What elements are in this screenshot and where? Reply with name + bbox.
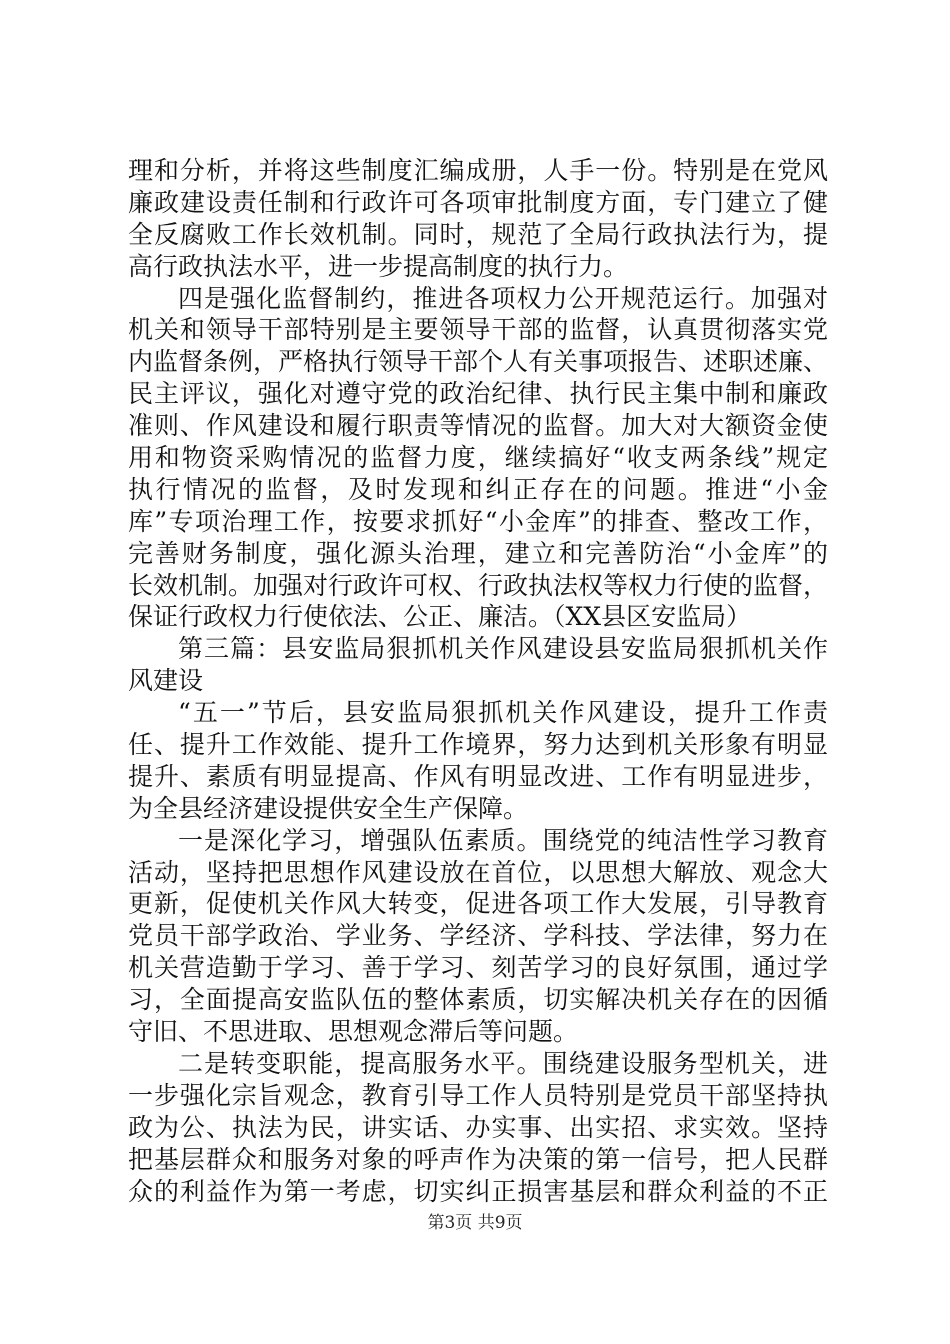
text-line: 保证行政权力行使依法、公正、廉洁。（XX县区安监局） [128,602,752,632]
text-line: 四是强化监督制约，推进各项权力公开规范运行。加强对 [178,283,828,313]
text-line: 一是深化学习，增强队伍素质。围绕党的纯洁性学习教育 [178,825,828,855]
text-line: 全反腐败工作长效机制。同时，规范了全局行政执法行为，提 [128,219,828,249]
text-line: 一步强化宗旨观念，教育引导工作人员特别是党员干部坚持执 [128,1080,828,1110]
text-line: 机关营造勤于学习、善于学习、刻苦学习的良好氛围，通过学 [128,953,828,983]
text-line: 执行情况的监督，及时发现和纠正存在的问题。推进“小金 [128,474,828,504]
text-line: “五一”节后，县安监局狠抓机关作风建设，提升工作责 [178,698,828,728]
text-line: 准则、作风建设和履行职责等情况的监督。加大对大额资金使 [128,411,828,441]
text-line: 库”专项治理工作，按要求抓好“小金库”的排查、整改工作， [128,506,828,536]
text-line: 为全县经济建设提供安全生产保障。 [128,793,529,823]
text-line: 长效机制。加强对行政许可权、行政执法权等权力行使的监督， [128,570,829,600]
text-line: 内监督条例，严格执行领导干部个人有关事项报告、述职述廉、 [128,347,829,377]
text-line: 用和物资采购情况的监督力度，继续搞好“收支两条线”规定 [128,443,828,473]
text-line: 众的利益作为第一考虑，切实纠正损害基层和群众利益的不正 [128,1176,828,1206]
text-line: 廉政建设责任制和行政许可各项审批制度方面，专门建立了健 [128,187,828,217]
text-line: 理和分析，并将这些制度汇编成册，人手一份。特别是在党风 [128,156,828,185]
text-line: 政为公、执法为民，讲实话、办实事、出实招、求实效。坚持 [128,1112,828,1142]
text-line: 完善财务制度，强化源头治理，建立和完善防治“小金库”的 [128,538,828,568]
text-line: 高行政执法水平，进一步提高制度的执行力。 [128,251,629,281]
text-line: 习，全面提高安监队伍的整体素质，切实解决机关存在的因循 [128,985,828,1015]
text-line: 把基层群众和服务对象的呼声作为决策的第一信号，把人民群 [128,1144,828,1174]
text-line: 二是转变职能，提高服务水平。围绕建设服务型机关，进 [178,1048,828,1078]
page-footer: 第3页 共9页 [427,1213,523,1233]
text-line: 活动，坚持把思想作风建设放在首位，以思想大解放、观念大 [128,857,828,887]
text-line: 风建设 [128,666,204,696]
document-body [128,155,828,1207]
text-line: 提升、素质有明显提高、作风有明显改进、工作有明显进步， [128,761,828,791]
text-line: 第三篇：县安监局狠抓机关作风建设县安监局狠抓机关作 [178,634,828,664]
text-line: 党员干部学政治、学业务、学经济、学科技、学法律，努力在 [128,921,828,951]
text-line: 民主评议，强化对遵守党的政治纪律、执行民主集中制和廉政 [128,379,828,409]
text-line: 机关和领导干部特别是主要领导干部的监督，认真贯彻落实党 [128,315,828,345]
text-line: 守旧、不思进取、思想观念滞后等问题。 [128,1017,579,1047]
text-line: 任、提升工作效能、提升工作境界，努力达到机关形象有明显 [128,730,828,760]
text-line: 更新，促使机关作风大转变，促进各项工作大发展，引导教育 [128,889,828,919]
